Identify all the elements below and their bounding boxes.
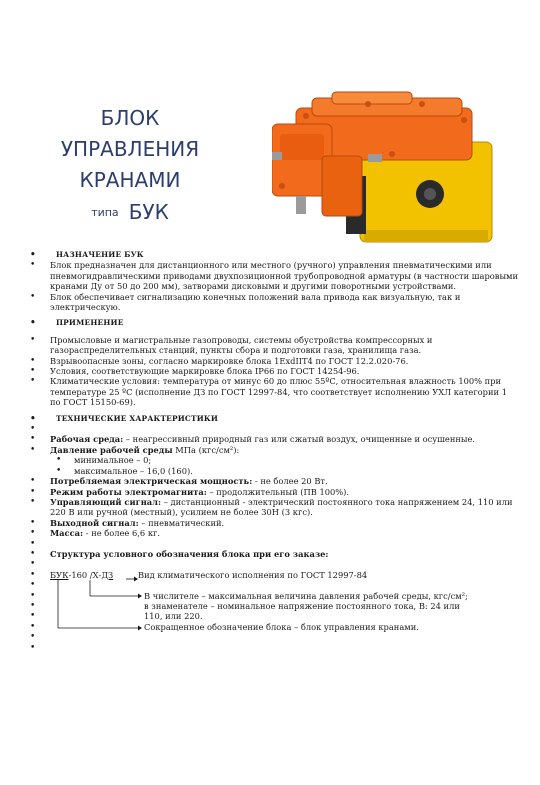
code-buk: БУК [50, 569, 69, 580]
document-body [30, 250, 520, 653]
spec-mass: • Масса: - не более 6,6 кг. [30, 528, 520, 538]
spec-output: • Выходной сигнал: – пневматический. [30, 518, 520, 528]
spec-control: • Управляющий сигнал: – дистанционный - электрический постоянного тока напряжением 24, 110 или 220 В или ручной (местный), усилием не более 30Н (3 кгс). [30, 497, 520, 518]
application-paragraph-4: • Климатические условия: температура от минус 60 до плюс 55ºС, относительная влажность 100% при температуре 25 ºС (исполнение ДЗ по ГОСТ 12997-84, что соответствует исполнению УХЛ категории 1 по ГОСТ 15150-69). [30, 376, 520, 407]
application-paragraph-3: • Условия, соответствующие маркировке блока IP66 по ГОСТ 14254-96. [30, 366, 520, 376]
code-climate: ДЗ [101, 569, 114, 580]
purpose-paragraph-1: • Блок предназначен для дистанционного или местного (ручного) управления пневматическими или пневмогидравлическими приводами двухпозиционной трубопроводной арматуры (в частности шаровыми кранами Ду от 50 до 200 мм), затворами дисковыми и другими поворотными устройствами. [30, 260, 520, 291]
note-pressure-1: • В числителе – максимальная величина давления рабочей среды, кгс/см²; [30, 591, 520, 601]
structure-diagram [30, 570, 520, 653]
empty-bullet [30, 424, 520, 434]
title-line-1: БЛОК [100, 106, 160, 130]
application-heading: • ПРИМЕНЕНИЕ [30, 318, 520, 328]
note-climate: Вид климатического исполнения по ГОСТ 12997-84 [138, 569, 368, 580]
code-pressure: -160 /Х- [68, 569, 102, 580]
application-paragraph-1: • Промысловые и магистральные газопроводы, системы обустройства компрессорных и газораспределительных станций, пункты сбора и подготовки газа, хранилища газа. [30, 335, 520, 356]
title-line-3: КРАНАМИ [79, 168, 181, 192]
purpose-paragraph-2: • Блок обеспечивает сигнализацию конечных положений вала привода как визуальную, так и электрическую. [30, 292, 520, 313]
spec-pressure-max: • максимальное – 16,0 (160). [30, 466, 520, 476]
spec-pressure: • Давление рабочей среды МПа (кгс/см²): [30, 445, 520, 455]
product-photo [272, 90, 500, 250]
structure-heading: • Структура условного обозначения блока при его заказе: [30, 549, 520, 559]
spec-mode: • Режим работы электромагнита: – продолжительный (ПВ 100%). [30, 487, 520, 497]
title-type-big: БУК [128, 200, 169, 224]
note-pressure-3: • 110, или 220. [30, 611, 520, 621]
specs-heading: • ТЕХНИЧЕСКИЕ ХАРАКТЕРИСТИКИ [30, 414, 520, 424]
title-type [40, 196, 220, 228]
spec-pressure-min: • минимальное – 0; [30, 455, 520, 465]
purpose-heading: • НАЗНАЧЕНИЕ БУК [30, 250, 520, 260]
empty-bullet [30, 559, 520, 569]
note-pressure-2: • в знаменателе – номинальное напряжение постоянного тока, В: 24 или [30, 601, 520, 611]
empty-bullet [30, 539, 520, 549]
title-type-small: типа [91, 206, 119, 219]
note-abbrev: • Сокращенное обозначение блока – блок управления кранами. [30, 622, 520, 632]
spec-power: • Потребляемая электрическая мощность: - не более 20 Вт. [30, 476, 520, 486]
spec-medium: • Рабочая среда: – неагрессивный природный газ или сжатый воздух, очищенные и осушенные. [30, 434, 520, 444]
title-line-2: УПРАВЛЕНИЯ [60, 137, 200, 161]
application-paragraph-2: • Взрывоопасные зоны, согласно маркировке блока 1ExdIIT4 по ГОСТ 12.2.020-76. [30, 356, 520, 366]
structure-connector-lines [30, 570, 170, 650]
